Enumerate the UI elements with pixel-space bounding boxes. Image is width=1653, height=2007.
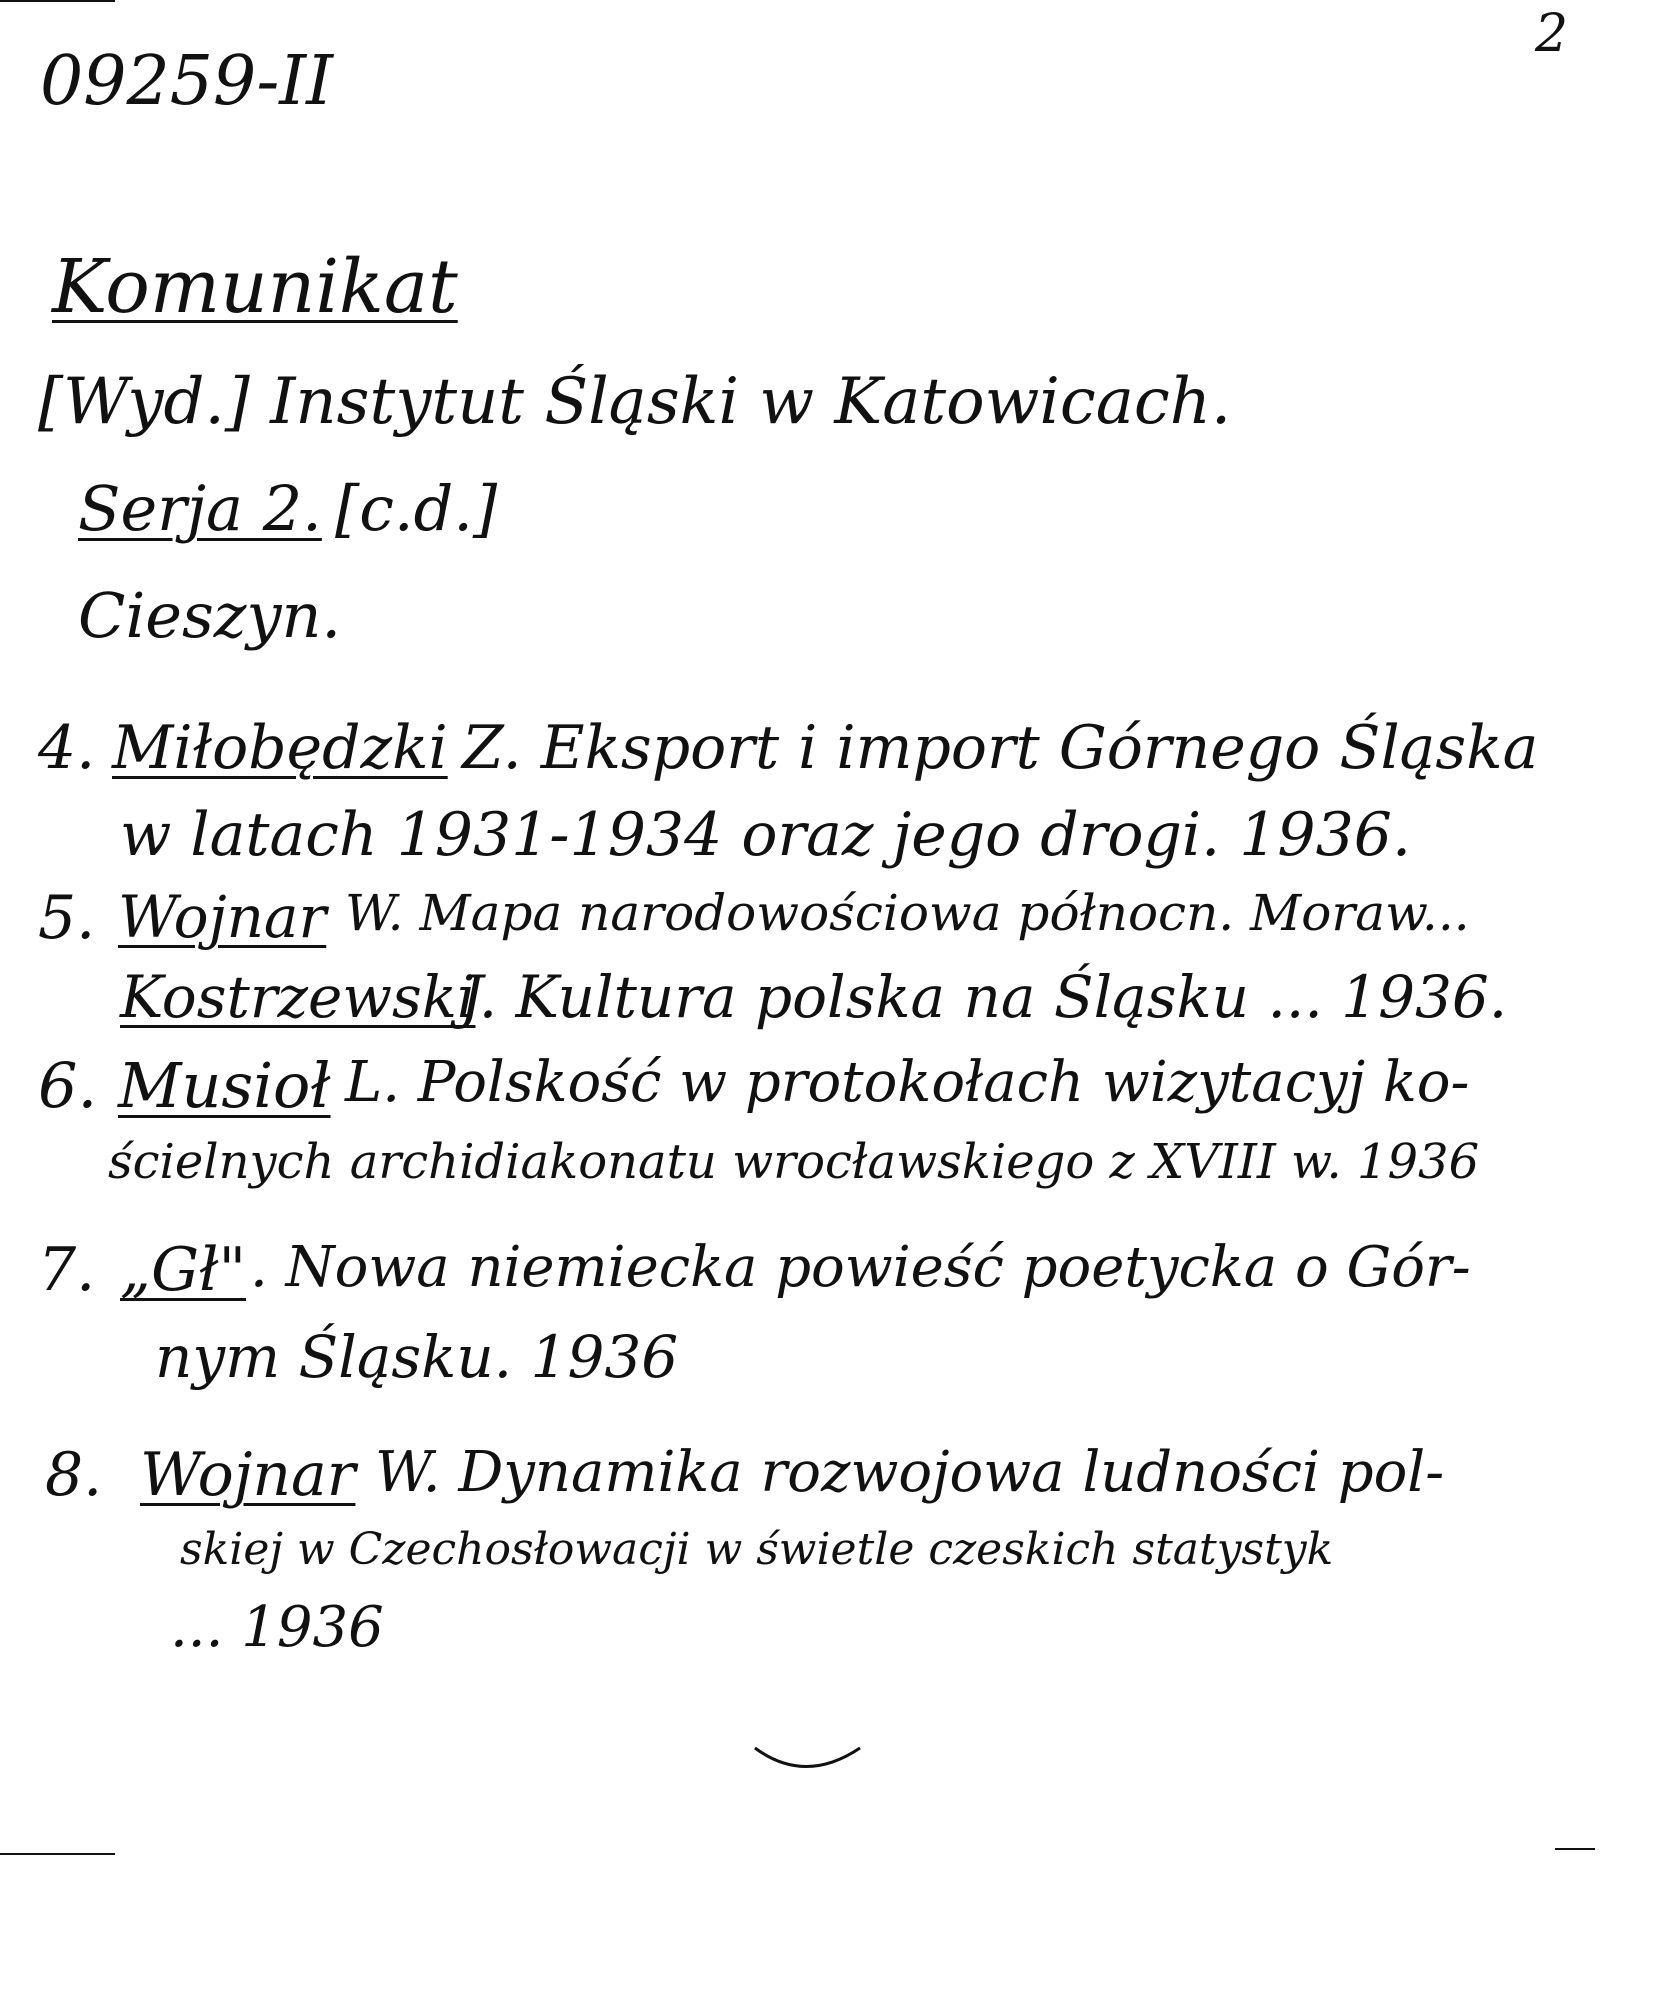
entry-author: Wojnar	[140, 1440, 356, 1510]
entry-title-line-1: . Nowa niemiecka powieść poetycka o Gór-	[250, 1235, 1471, 1300]
entry-title-line-1: Z. Eksport i import Górnego Śląska	[462, 713, 1539, 783]
card-title: Komunikat	[52, 244, 458, 330]
entry-author: Wojnar	[118, 883, 327, 951]
entry-author-secondary: Kostrzewski	[120, 963, 476, 1031]
entry-title-line-2: nym Śląsku. 1936	[155, 1323, 679, 1391]
decorative-arc	[750, 1740, 870, 1780]
entry-title-line-1: W. Dynamika rozwojowa ludności pol-	[375, 1440, 1445, 1505]
page-number: 2	[1535, 4, 1569, 64]
entry-number: 8.	[45, 1440, 103, 1510]
entry-title-line-2: w latach 1931-1934 oraz jego drogi. 1936.	[120, 800, 1412, 870]
bottom-left-rule	[0, 1853, 115, 1855]
publisher-line: [Wyd.] Instytut Śląski w Katowicach.	[38, 365, 1232, 439]
entry-number: 5.	[38, 883, 96, 953]
place-of-publication: Cieszyn.	[78, 579, 342, 652]
entry-title-line-3: ... 1936	[170, 1595, 384, 1660]
catalog-number: 09259-II	[40, 42, 334, 121]
series-note: [c.d.]	[335, 472, 498, 545]
bottom-right-rule	[1555, 1848, 1595, 1850]
entry-title-line-1: W. Mapa narodowościowa północn. Moraw...	[345, 884, 1470, 942]
entry-author: Musioł	[118, 1049, 331, 1122]
entry-number: 7.	[38, 1235, 96, 1305]
entry-title-line-2: skiej w Czechosłowacji w świetle czeskich statystyk	[180, 1524, 1334, 1575]
series-label: Serja 2.	[78, 472, 322, 545]
entry-number: 4.	[38, 713, 96, 783]
entry-number: 6.	[38, 1049, 98, 1122]
entry-author: Miłobędzki	[112, 713, 448, 783]
entry-title-line-1: L. Polskość w protokołach wizytacyj ko-	[345, 1050, 1470, 1115]
entry-title-line-2: ścielnych archidiakonatu wrocławskiego z XVIII w. 1936	[108, 1134, 1480, 1190]
entry-title-line-2: J. Kultura polska na Śląsku ... 1936.	[460, 963, 1508, 1031]
top-left-rule	[0, 0, 115, 2]
entry-author: „Gł"	[120, 1235, 247, 1305]
